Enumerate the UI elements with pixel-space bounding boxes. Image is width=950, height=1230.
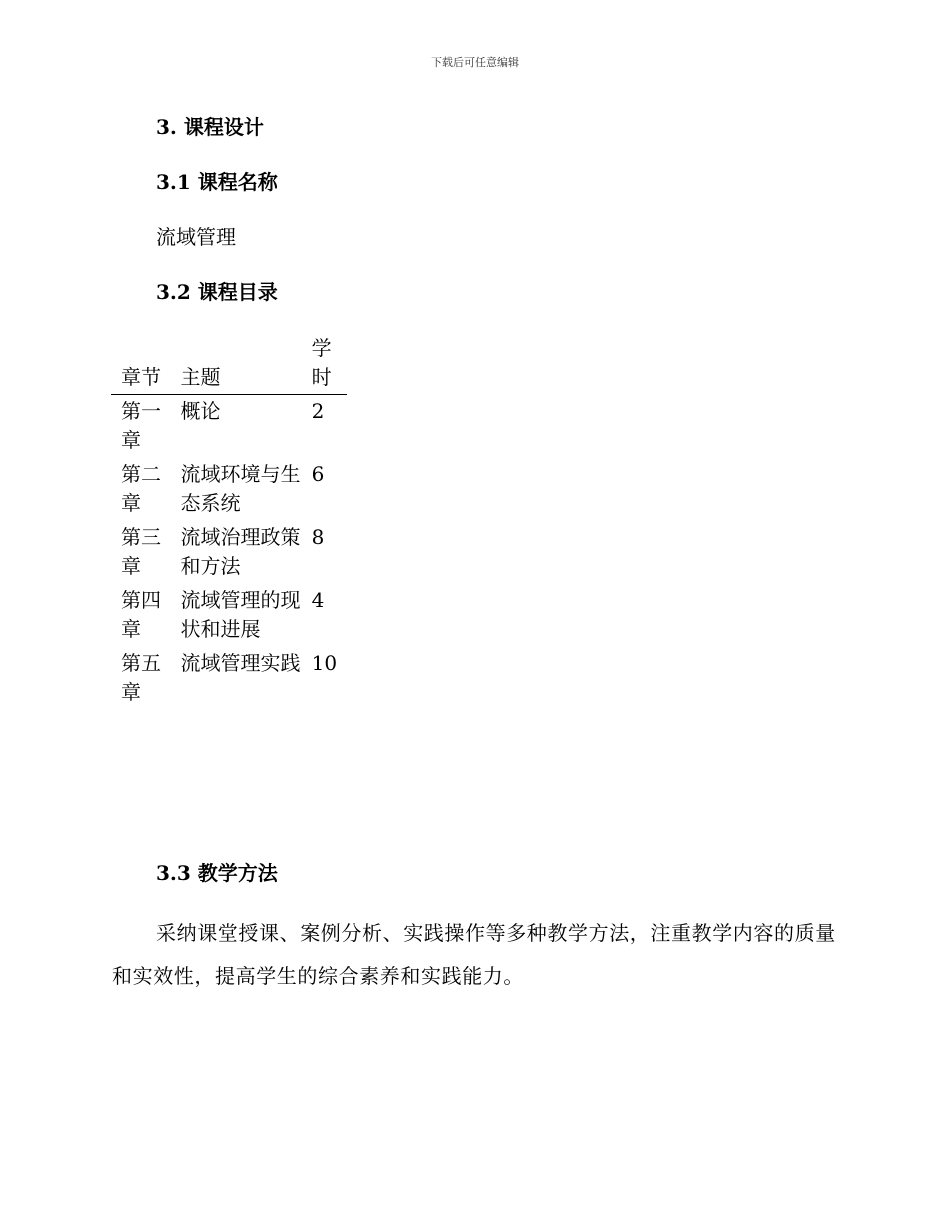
topic-cell: 流域环境与生态系统 bbox=[180, 462, 301, 515]
table-header-row bbox=[111, 334, 347, 395]
table-row bbox=[111, 584, 347, 647]
topic-cell: 概论 bbox=[180, 399, 221, 423]
topic-cell: 流域治理政策和方法 bbox=[180, 525, 301, 578]
chapter-cell: 第三章 bbox=[121, 525, 161, 578]
table-row bbox=[111, 395, 347, 459]
column-header-topic: 主题 bbox=[181, 334, 312, 395]
hours-cell: 10 bbox=[311, 651, 338, 675]
topic-cell: 流域管理的现状和进展 bbox=[180, 588, 301, 641]
teaching-method-paragraph: 采纳课堂授课、案例分析、实践操作等多种教学方法，注重教学内容的质量和实效性，提高学生的综合素养和实践能力。 bbox=[112, 921, 836, 988]
course-name-heading: 3.1 课程名称 bbox=[156, 170, 278, 194]
chapter-cell: 第五章 bbox=[121, 651, 161, 704]
course-catalog-heading: 3.2 课程目录 bbox=[156, 280, 278, 304]
column-header-hours: 学时 bbox=[312, 334, 347, 395]
teaching-method-heading: 3.3 教学方法 bbox=[156, 861, 278, 885]
course-name-value: 流域管理 bbox=[156, 225, 236, 249]
chapter-cell: 第四章 bbox=[121, 588, 161, 641]
hours-cell: 2 bbox=[311, 399, 325, 423]
table-row bbox=[111, 647, 347, 710]
column-header-chapter: 章节 bbox=[111, 334, 181, 395]
course-catalog-table bbox=[111, 334, 347, 710]
chapter-cell: 第一章 bbox=[121, 399, 161, 452]
topic-cell: 流域管理实践 bbox=[180, 651, 301, 675]
hours-cell: 8 bbox=[311, 525, 325, 549]
page-header: 下载后可任意编辑 bbox=[431, 56, 519, 69]
table-row bbox=[111, 458, 347, 521]
hours-cell: 6 bbox=[311, 462, 325, 486]
chapter-cell: 第二章 bbox=[121, 462, 161, 515]
hours-cell: 4 bbox=[311, 588, 325, 612]
section-heading: 3. 课程设计 bbox=[156, 115, 264, 139]
table-row bbox=[111, 521, 347, 584]
